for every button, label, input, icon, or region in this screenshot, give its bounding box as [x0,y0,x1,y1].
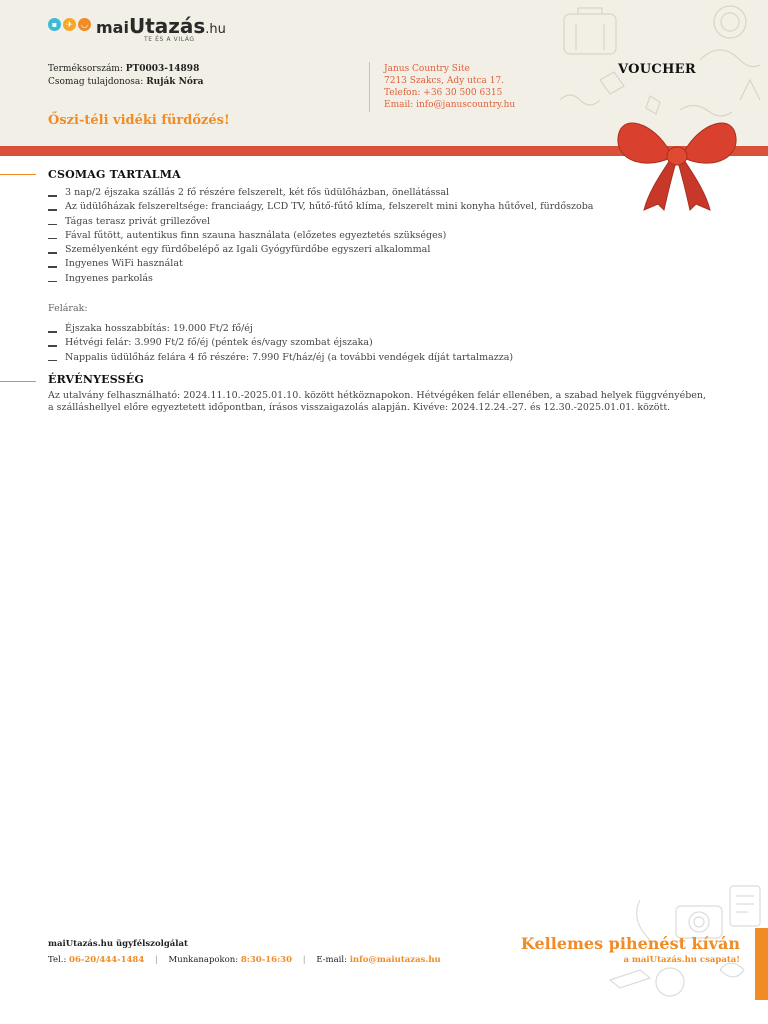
owner-name: Ruják Nóra [146,77,204,87]
contents-list [48,186,593,286]
smile-icon: ◡ [78,18,91,31]
list-item: 3 nap/2 éjszaka szállás 2 fő részére felszerelt, két fős üdülőházban, önellátással [48,186,593,200]
dash-icon [48,238,57,240]
dash-icon [48,195,57,197]
service-title: maiUtazás.hu ügyfélszolgálat [48,939,188,949]
dash-icon [48,209,57,211]
list-item: Nappalis üdülőház felára 4 fő részére: 7.990 Ft/ház/éj (a további vendégek díját tartalmazza) [48,351,513,365]
surcharges-list [48,322,513,365]
partner-phone[interactable]: Telefon: +36 30 500 6315 [384,88,503,98]
dash-icon [48,266,57,268]
customer-service-footer [48,939,441,965]
contents-section-title: CSOMAG TARTALMA [48,168,181,181]
validity-section-title: ÉRVÉNYESSÉG [48,373,144,386]
package-title: Őszi-téli vidéki fürdőzés! [48,113,230,128]
service-phone[interactable]: 06-20/444-1484 [69,955,145,965]
plane-icon: ✈ [63,18,76,31]
list-item: Éjszaka hosszabbítás: 19.000 Ft/2 fő/éj [48,322,513,336]
wish-subtitle: a maiUtazás.hu csapata! [623,955,740,965]
owner-row: Csomag tulajdonosa: Ruják Nóra [48,77,204,87]
contents-section-line [0,174,36,175]
validity-text: Az utalvány felhasználható: 2024.11.10.-2025.01.10. között hétköznapokon. Hétvégéken felár ellenében, a szabad helyek függvényében, a szálláshellyel előre egyeztetett időpontban, írásos visszaigazolás alapján. Kivéve: 2024.12.24.-27. és 12.30.-2025.01.01. között. [48,390,707,413]
surcharges-label: Felárak: [48,303,88,314]
validity-section-line [0,381,36,382]
list-item: Az üdülőházak felszereltsége: franciaágy, LCD TV, hűtő-fűtő klíma, felszerelt mini konyha hűtővel, fürdőszoba [48,200,593,214]
list-item: Személyenként egy fürdőbelépő az Igali Gyógyfürdőbe egyszeri alkalommal [48,243,593,257]
footer-accent-tab [755,928,768,1000]
serial-row: Terméksorszám: PT0003-14898 [48,64,200,74]
service-hours: 8:30-16:30 [240,955,293,965]
separator: | [302,955,306,965]
list-item: Fával fűtött, autentikus finn szauna használata (előzetes egyeztetés szükséges) [48,229,593,243]
partner-address: 7213 Szakcs, Ady utca 17. [384,76,505,86]
list-item: Ingyenes parkolás [48,272,593,286]
separator: | [154,955,158,965]
product-info [48,63,203,89]
dash-icon [48,281,57,283]
dash-icon [48,345,57,347]
list-item: Tágas terasz privát grillezővel [48,215,593,229]
list-item: Ingyenes WiFi használat [48,257,593,271]
header-divider [369,62,370,112]
wish-title: Kellemes pihenést kíván [520,934,740,953]
logo-tagline: TE ÉS A VILÁG [144,36,195,43]
serial-number: PT0003-14898 [125,64,200,74]
suitcase-icon: ▪ [48,18,61,31]
partner-info [384,63,515,111]
red-bow-decoration [614,112,740,212]
dash-icon [48,360,57,362]
partner-email[interactable]: Email: info@januscountry.hu [384,100,516,110]
dash-icon [48,224,57,226]
list-item: Hétvégi felár: 3.990 Ft/2 fő/éj (péntek és/vagy szombat éjszaka) [48,336,513,350]
service-contacts: Tel.: 06-20/444-1484 | Munkanapokon: 8:30-16:30 | E-mail: info@maiutazas.hu [48,955,441,965]
dash-icon [48,252,57,254]
partner-name: Janus Country Site [384,64,470,74]
voucher-title: VOUCHER [618,62,696,77]
dash-icon [48,331,57,333]
logo-wordmark: maiUtazás.hu [96,14,226,38]
service-email[interactable]: info@maiutazas.hu [349,955,441,965]
